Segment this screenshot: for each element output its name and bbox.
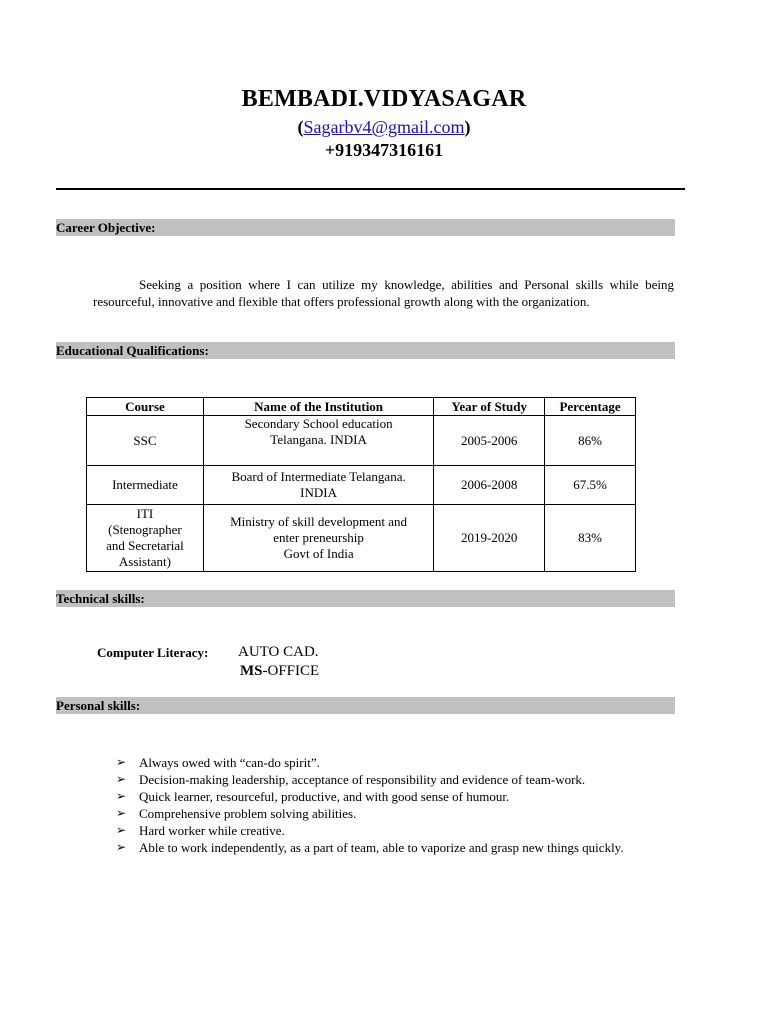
list-item <box>116 788 676 805</box>
table-row <box>87 505 636 572</box>
table-row <box>87 466 636 505</box>
header-percentage: Percentage <box>545 398 636 416</box>
cell-course: Intermediate <box>87 466 204 505</box>
header-course: Course <box>87 398 204 416</box>
list-item-text: Quick learner, resourceful, productive, and with good sense of humour. <box>139 789 510 804</box>
header-year: Year of Study <box>434 398 545 416</box>
email-line <box>0 117 768 138</box>
section-technical-skills: Technical skills: <box>56 590 675 607</box>
list-item-text: Comprehensive problem solving abilities. <box>139 806 357 821</box>
table-row <box>87 416 636 466</box>
education-table <box>86 397 636 572</box>
list-item <box>116 754 676 771</box>
section-career-objective: Career Objective: <box>56 219 675 236</box>
skill-ms-bold: MS <box>240 663 263 679</box>
skill-autocad: AUTO CAD. <box>238 644 319 660</box>
list-item-text: Able to work independently, as a part of team, able to vaporize and grasp new things quickly. <box>139 840 624 855</box>
list-item-text: Decision-making leadership, acceptance of responsibility and evidence of team-work. <box>139 772 586 787</box>
cell-percentage: 67.5% <box>545 466 636 505</box>
arrow-bullet-icon: ➢ <box>116 772 127 786</box>
cell-percentage: 86% <box>545 416 636 466</box>
arrow-bullet-icon: ➢ <box>116 840 127 854</box>
cell-institution: Board of Intermediate Telangana. INDIA <box>203 466 433 505</box>
arrow-bullet-icon: ➢ <box>116 755 127 769</box>
cell-course: SSC <box>87 416 204 466</box>
list-item <box>116 805 676 822</box>
list-item <box>116 839 676 856</box>
section-personal-skills: Personal skills: <box>56 697 675 714</box>
skill-office-rest: -OFFICE <box>262 663 320 679</box>
cell-institution: Ministry of skill development and enter preneurship Govt of India <box>203 505 433 572</box>
list-item-text: Always owed with “can-do spirit”. <box>139 755 320 770</box>
arrow-bullet-icon: ➢ <box>116 806 127 820</box>
header-divider <box>56 188 685 190</box>
list-item-text: Hard worker while creative. <box>139 823 285 838</box>
header-institution: Name of the Institution <box>203 398 433 416</box>
computer-literacy-label: Computer Literacy: <box>97 645 209 660</box>
email-link[interactable]: Sagarbv4@gmail.com <box>303 117 465 137</box>
applicant-name: BEMBADI.VIDYASAGAR <box>241 86 527 112</box>
email-paren-open: ( <box>297 117 304 137</box>
email-paren-close: ) <box>464 117 471 137</box>
personal-skills-list <box>116 754 676 856</box>
list-item <box>116 771 676 788</box>
list-item <box>116 822 676 839</box>
arrow-bullet-icon: ➢ <box>116 823 127 837</box>
skill-ms-office <box>240 663 319 680</box>
cell-year: 2006-2008 <box>434 466 545 505</box>
cell-year: 2005-2006 <box>434 416 545 466</box>
cell-institution: Secondary School education Telangana. INDIA <box>203 416 433 466</box>
cell-year: 2019-2020 <box>434 505 545 572</box>
phone-number: +919347316161 <box>324 140 444 160</box>
section-educational-qualifications: Educational Qualifications: <box>56 342 675 359</box>
cell-course: ITI (Stenographer and Secretarial Assistant) <box>87 505 204 572</box>
arrow-bullet-icon: ➢ <box>116 789 127 803</box>
cell-percentage: 83% <box>545 505 636 572</box>
objective-paragraph: Seeking a position where I can utilize my knowledge, abilities and Personal skills while being resourceful, innovative and flexible that offers professional growth along with the organization. <box>93 277 674 309</box>
education-header-row <box>87 398 636 416</box>
